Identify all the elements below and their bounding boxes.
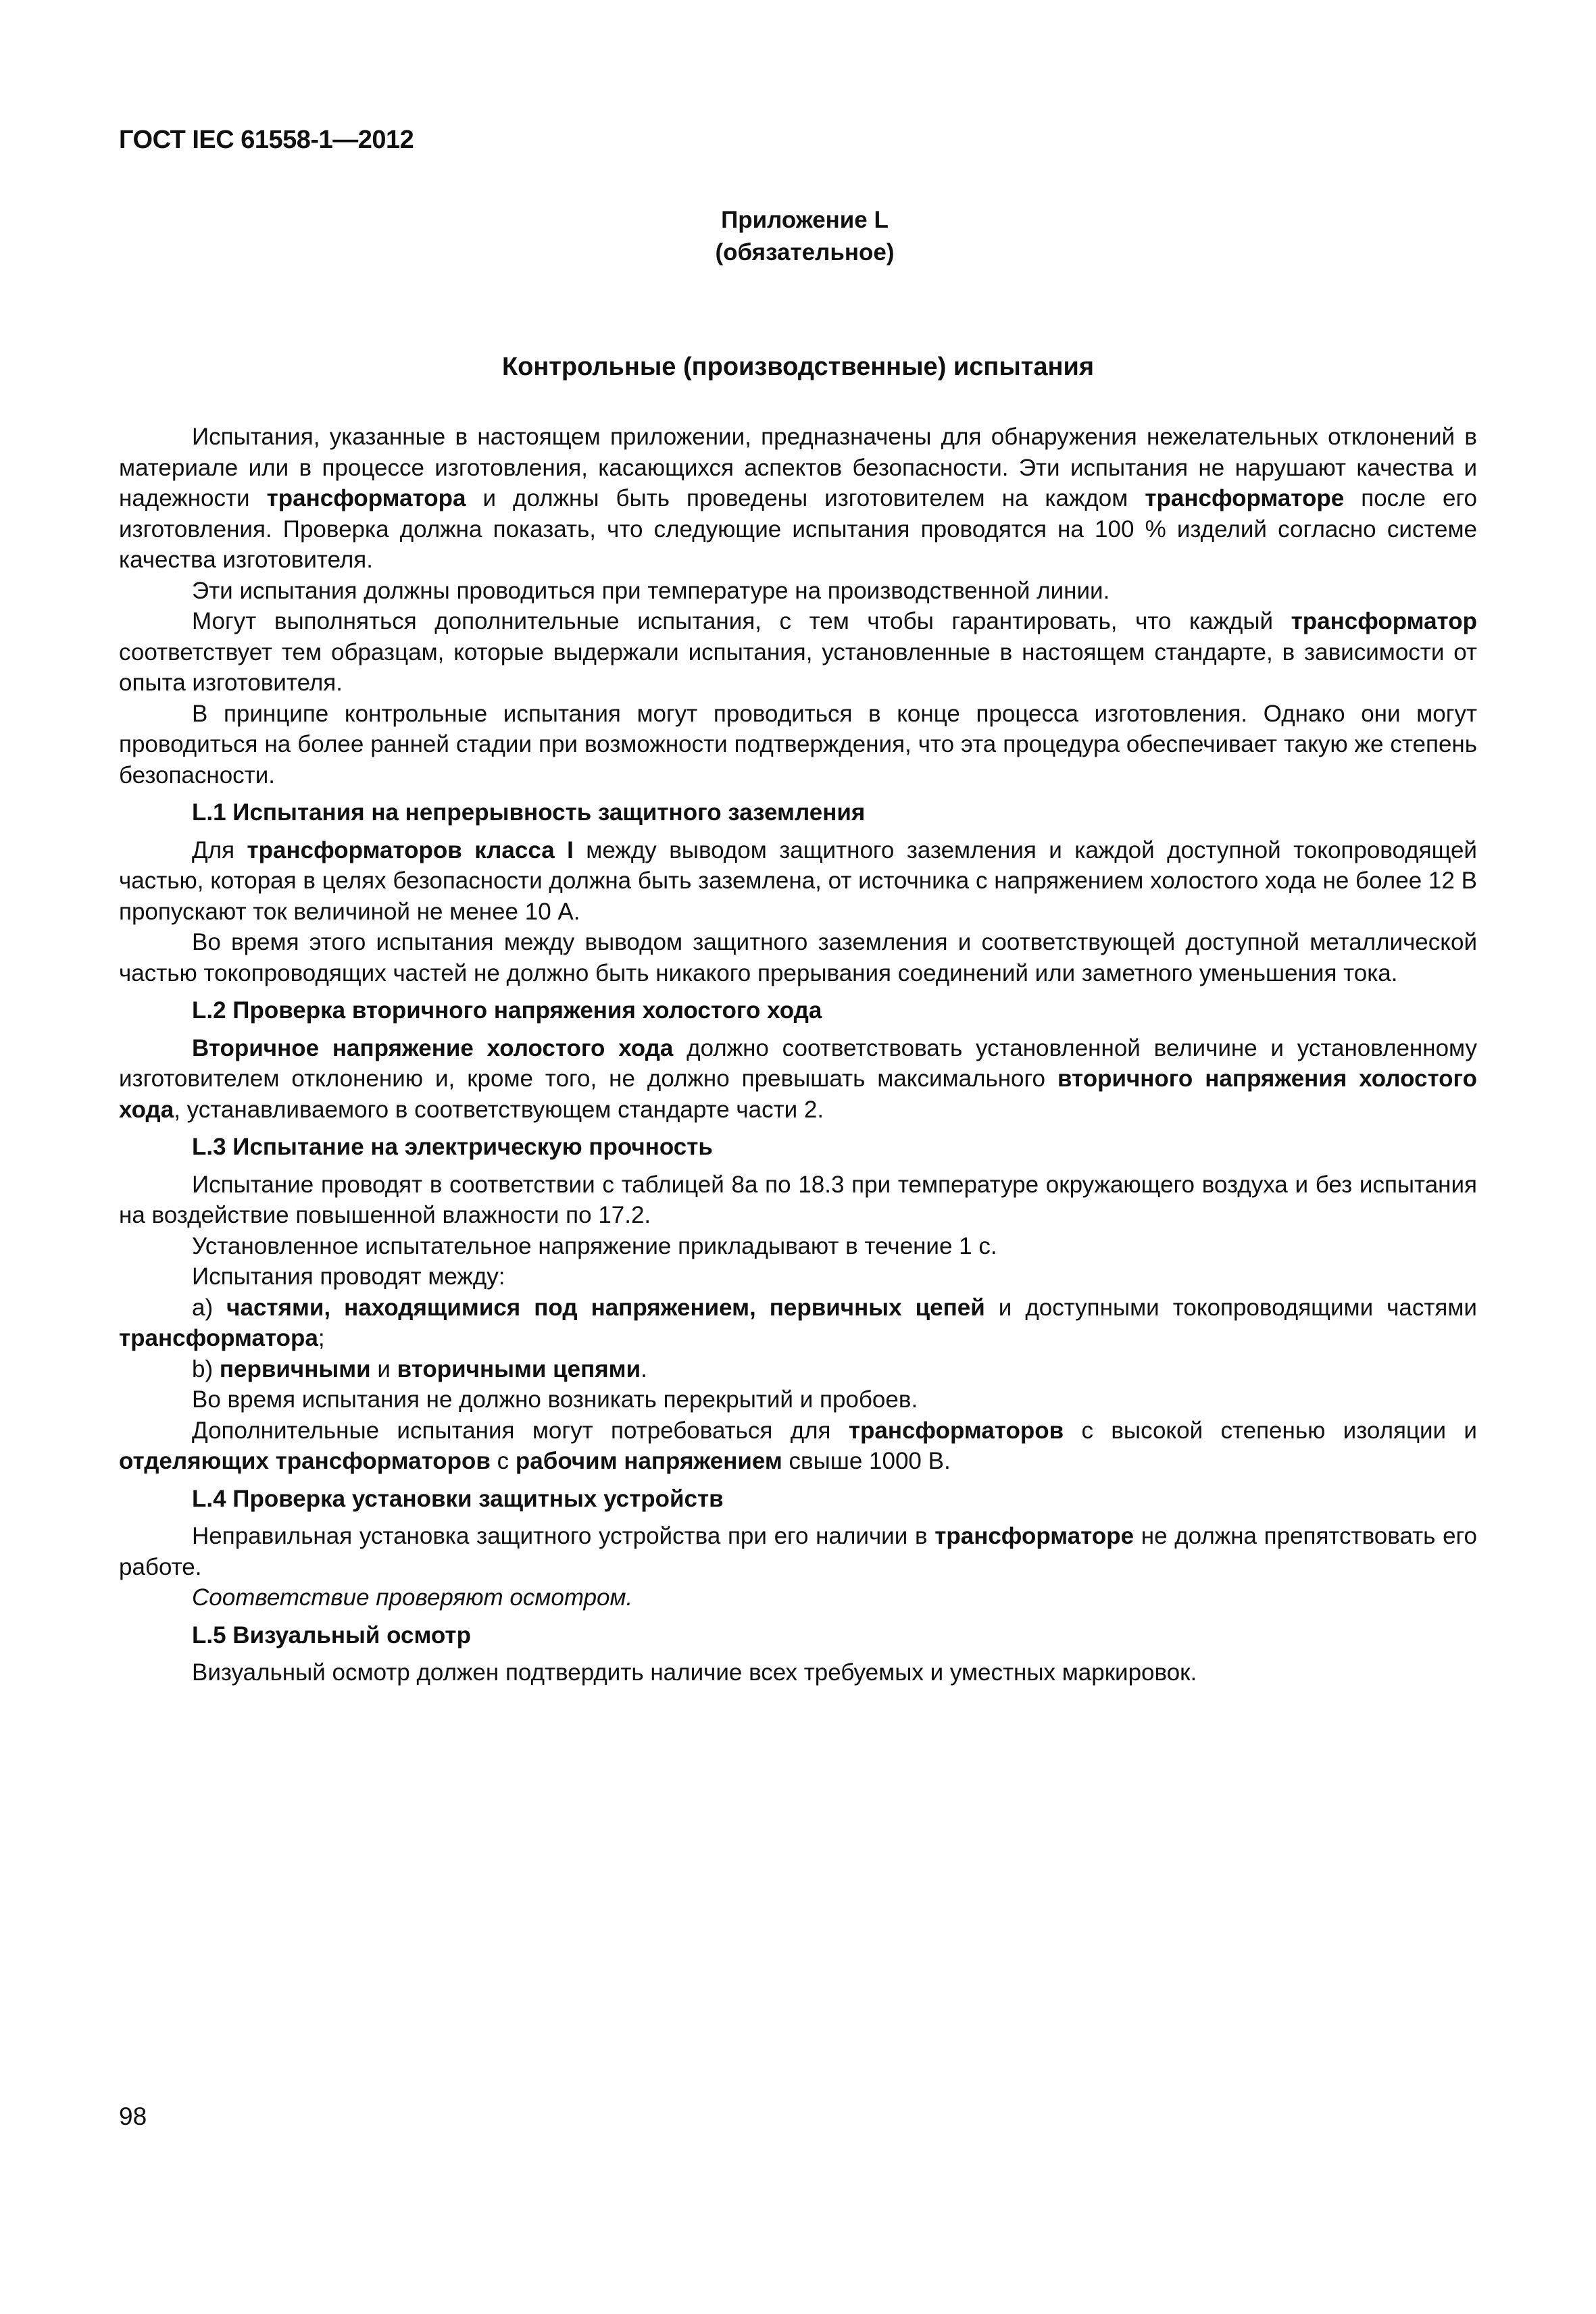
section-l3-paragraph-3: Испытания проводят между:	[192, 1263, 505, 1290]
section-heading-l1: L.1 Испытания на непрерывность защитного заземления	[192, 799, 866, 826]
annex-label: Приложение L	[721, 207, 889, 233]
intro-paragraph-3: Могут выполняться дополнительные испытания, с тем чтобы гарантировать, что каждый трансформатор соответствует тем образцам, которые выдержали испытания, установленные в настоящем стандарте, в зависимости от опыта изготовителя.	[119, 608, 1477, 696]
intro-paragraph-1: Испытания, указанные в настоящем приложении, предназначены для обнаружения нежелательных отклонений в материале или в процессе изготовления, касающихся аспектов безопасности. Эти испытания не нарушают качества и надежности трансформатора и должны быть проведены изготовителем на каждом трансформаторе после его изготовления. Проверка должна показать, что следующие испытания проводятся на 100 % изделий согласно системе качества изготовителя.	[119, 424, 1477, 573]
section-heading-l2: L.2 Проверка вторичного напряжения холостого хода	[192, 997, 822, 1024]
document-header: ГОСТ IEC 61558-1—2012	[119, 126, 414, 154]
section-l4-paragraph-2: Соответствие проверяют осмотром.	[192, 1584, 633, 1611]
document-body	[119, 422, 1477, 1688]
intro-paragraph-4: В принципе контрольные испытания могут проводиться в конце процесса изготовления. Однако они могут проводиться на более ранней стадии при возможности подтверждения, что эта процедура обеспечивает такую же степень безопасности.	[119, 700, 1477, 788]
annex-status: (обязательное)	[715, 239, 895, 266]
section-heading-l4: L.4 Проверка установки защитных устройств	[192, 1485, 724, 1512]
section-l5-paragraph-1: Визуальный осмотр должен подтвердить наличие всех требуемых и уместных маркировок.	[192, 1659, 1197, 1686]
section-l2-paragraph-1: Вторичное напряжение холостого хода должно соответствовать установленной величине и установленному изготовителем отклонению и, кроме того, не должно превышать максимального вторичного напряжения холостого хода, устанавливаемого в соответствующем стандарте части 2.	[119, 1034, 1478, 1123]
section-l3-item-a: а) частями, находящимися под напряжением, первичных цепей и доступными токопроводящими частями трансформатора;	[119, 1294, 1477, 1351]
intro-paragraph-2: Эти испытания должны проводиться при температуре на производственной линии.	[192, 577, 1110, 604]
section-l4-paragraph-1: Неправильная установка защитного устройства при его наличии в трансформаторе не должна препятствовать его работе.	[119, 1523, 1477, 1580]
section-l3-paragraph-2: Установленное испытательное напряжение прикладывают в течение 1 с.	[192, 1232, 997, 1259]
section-l3-paragraph-5: Дополнительные испытания могут потребоваться для трансформаторов с высокой степенью изоляции и отделяющих трансформаторов с рабочим напряжением свыше 1000 В.	[119, 1417, 1477, 1474]
section-l1-paragraph-2: Во время этого испытания между выводом защитного заземления и соответствующей доступной металлической частью токопроводящих частей не должно быть никакого прерывания соединений или заметного уменьшения тока.	[119, 929, 1477, 986]
section-heading-l5: L.5 Визуальный осмотр	[192, 1621, 471, 1649]
section-l3-paragraph-4: Во время испытания не должно возникать перекрытий и пробоев.	[192, 1386, 918, 1413]
annex-heading	[0, 204, 1596, 269]
section-l3-item-b: b) первичными и вторичными цепями.	[192, 1355, 647, 1382]
section-l3-paragraph-1: Испытание проводят в соответствии с таблицей 8а по 18.3 при температуре окружающего воздуха и без испытания на воздействие повышенной влажности по 17.2.	[119, 1171, 1477, 1228]
page-title: Контрольные (производственные) испытания	[501, 353, 1095, 381]
section-l1-paragraph-1: Для трансформаторов класса I между выводом защитного заземления и каждой доступной токопроводящей частью, которая в целях безопасности должна быть заземлена, от источника с напряжением холостого хода не более 12 В пропускают ток величиной не менее 10 А.	[119, 836, 1477, 925]
section-heading-l3: L.3 Испытание на электрическую прочность	[192, 1134, 713, 1160]
page-number: 98	[119, 2103, 147, 2130]
